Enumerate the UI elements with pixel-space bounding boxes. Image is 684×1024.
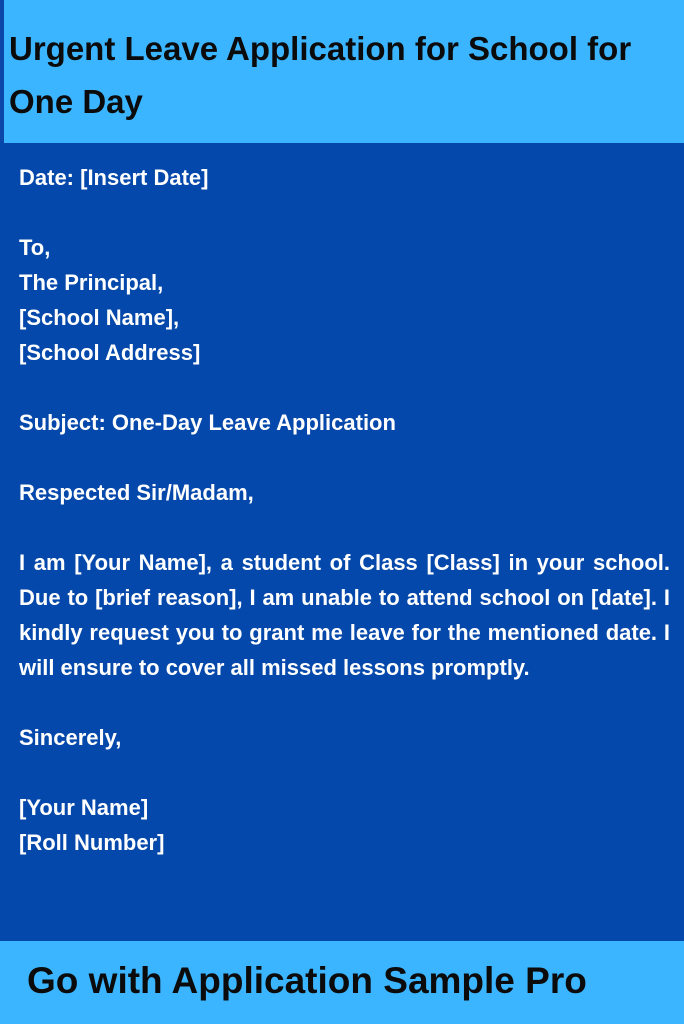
- closing-line: Sincerely,: [19, 725, 122, 750]
- to-line: To,: [19, 235, 51, 260]
- body-paragraph: I am [Your Name], a student of Class [Class] in your school. Due to [brief reason], I am unable to attend school on [date]. I kindly request you to grant me leave for the mentioned date. I will ensure to cover all missed lessons promptly.: [19, 550, 670, 680]
- salutation-line: Respected Sir/Madam,: [19, 480, 254, 505]
- header-banner: [0, 0, 684, 143]
- footer-banner: [0, 941, 684, 1024]
- spacer: [19, 755, 670, 790]
- spacer: [19, 440, 670, 475]
- spacer: [19, 685, 670, 720]
- footer-text: Go with Application Sample Pro: [27, 960, 587, 1001]
- date-line: Date: [Insert Date]: [19, 165, 209, 190]
- spacer: [19, 370, 670, 405]
- signature-name-line: [Your Name]: [19, 795, 149, 820]
- recipient-line: The Principal,: [19, 270, 164, 295]
- letter-panel: [0, 143, 684, 941]
- spacer: [19, 195, 670, 230]
- school-name-line: [School Name],: [19, 305, 180, 330]
- school-address-line: [School Address]: [19, 340, 201, 365]
- subject-line: Subject: One-Day Leave Application: [19, 410, 396, 435]
- roll-number-line: [Roll Number]: [19, 830, 165, 855]
- spacer: [19, 510, 670, 545]
- letter-body: [19, 160, 670, 860]
- page-title: Urgent Leave Application for School for One Day: [9, 30, 632, 120]
